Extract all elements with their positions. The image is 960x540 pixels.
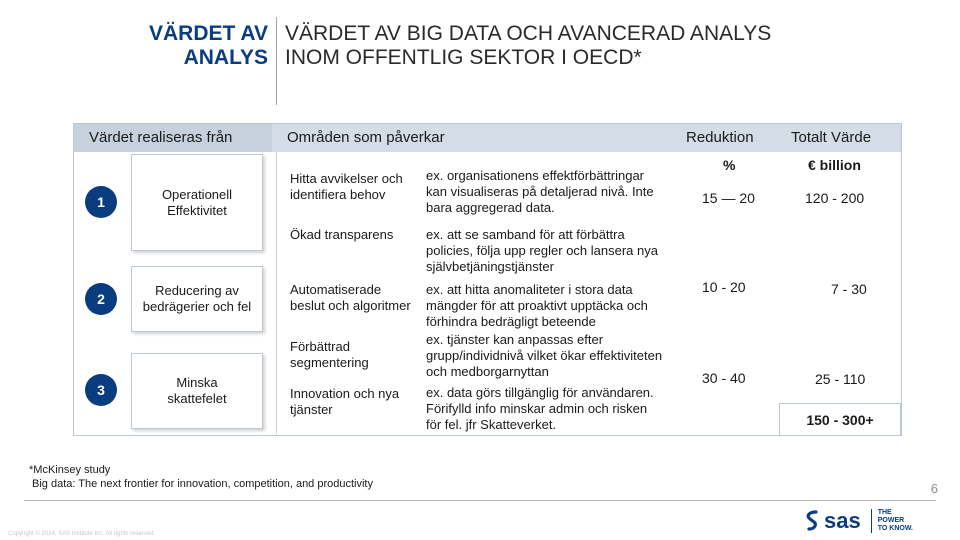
area-name-line: identifiera behov	[290, 187, 386, 202]
example-line: förhindra bedrägligt beteende	[426, 314, 596, 329]
section-label-line-2: ANALYS	[183, 46, 268, 69]
logo-tagline	[871, 509, 931, 533]
area-example-transparency	[426, 227, 658, 275]
copyright-text: Copyright © 2014, SAS Institute Inc. All rights reserved.	[8, 531, 156, 537]
footer-divider	[24, 500, 936, 501]
column-divider	[276, 152, 277, 434]
category-line: Operationell	[161, 186, 233, 202]
example-line: ex. organisationens effektförbättringar	[426, 168, 645, 183]
area-name-line: Innovation och nya	[290, 386, 400, 401]
title-divider	[276, 17, 277, 105]
total-value: 7 - 30	[831, 281, 867, 297]
example-line: och medborgarnyttan	[426, 364, 549, 379]
total-value: 120 - 200	[805, 190, 865, 206]
area-example-segmentation	[426, 332, 662, 380]
category-line: Effektivitet	[167, 202, 227, 218]
sas-swirl-icon	[802, 509, 822, 533]
area-name-line: beslut och algoritmer	[290, 298, 411, 313]
reduction-value: 30 - 40	[702, 370, 746, 386]
footnote-source: *McKinsey study	[29, 464, 111, 476]
area-name-segmentation	[290, 339, 369, 371]
category-line: bedrägerier och fel	[142, 299, 252, 314]
area-example-anomalies	[426, 168, 654, 216]
example-line: ex. att hitta anomaliteter i stora data	[426, 282, 633, 297]
page-title-line-1: VÄRDET AV BIG DATA OCH AVANCERAD ANALYS	[285, 22, 772, 45]
reduction-unit: %	[723, 157, 736, 173]
area-name-line: segmentering	[290, 355, 369, 370]
example-line: bara aggregerad data.	[426, 200, 555, 215]
example-line: ex. data görs tillgänglig för användaren.	[426, 385, 654, 400]
row-number-badge: 3	[85, 374, 117, 406]
section-label	[68, 22, 268, 70]
area-name-line: Automatiserade	[290, 282, 382, 297]
row-number-badge: 2	[85, 283, 117, 315]
total-unit: € billion	[808, 157, 861, 173]
total-value: 25 - 110	[815, 371, 866, 387]
area-example-automation	[426, 282, 648, 330]
category-line: Minska	[176, 375, 218, 390]
section-label-line-1: VÄRDET AV	[148, 22, 268, 45]
tagline-line: TO KNOW.	[877, 525, 913, 532]
example-line: mängder för att proaktivt upptäcka och	[426, 298, 648, 313]
area-name-anomalies	[290, 171, 403, 203]
page-number: 6	[930, 481, 938, 496]
category-line: Reducering av	[155, 283, 239, 298]
area-name-line: Ökad transparens	[290, 227, 394, 242]
category-line: skattefelet	[167, 391, 227, 406]
example-line: självbetjäningstjänster	[426, 259, 554, 274]
area-name-line: tjänster	[290, 402, 333, 417]
category-box-operational	[131, 154, 263, 251]
tagline-line: POWER	[877, 517, 905, 524]
area-name-automation	[290, 282, 411, 314]
area-name-line: Förbättrad	[290, 339, 350, 354]
example-line: policies, följa upp regler och lansera nya	[426, 243, 658, 258]
tagline-line: THE	[877, 509, 892, 516]
reduction-value: 15 — 20	[702, 190, 755, 206]
header-affected-areas: Områden som påverkar	[287, 129, 445, 146]
area-name-transparency	[290, 227, 393, 243]
row-number-badge: 1	[85, 186, 117, 218]
area-name-innovation	[290, 386, 399, 418]
example-line: ex. tjänster kan anpassas efter	[426, 332, 604, 347]
example-line: ex. att se samband för att förbättra	[426, 227, 625, 242]
header-value-source: Värdet realiseras från	[89, 129, 233, 146]
header-reduction: Reduktion	[686, 129, 754, 146]
grand-total: 150 - 300+	[779, 403, 901, 436]
example-line: för fel. jfr Skatteverket.	[426, 417, 557, 432]
category-box-fraud	[131, 266, 263, 332]
example-line: kan visualiseras på detaljerad nivå. Inte	[426, 184, 654, 199]
sas-logo	[802, 509, 931, 533]
category-box-tax	[131, 353, 263, 429]
header-total-value: Totalt Värde	[791, 129, 872, 146]
page-title	[285, 22, 925, 70]
area-name-line: Hitta avvikelser och	[290, 171, 403, 186]
example-line: grupp/individnivå vilket ökar effektiviteten	[426, 348, 663, 363]
footnote-title: Big data: The next frontier for innovation, competition, and productivity	[32, 478, 373, 490]
example-line: Förifylld info minskar admin och risken	[426, 401, 648, 416]
area-example-innovation	[426, 385, 654, 433]
page-title-line-2: INOM OFFENTLIG SEKTOR I OECD*	[285, 46, 642, 69]
reduction-value: 10 - 20	[702, 279, 746, 295]
logo-wordmark: sas	[824, 508, 861, 533]
